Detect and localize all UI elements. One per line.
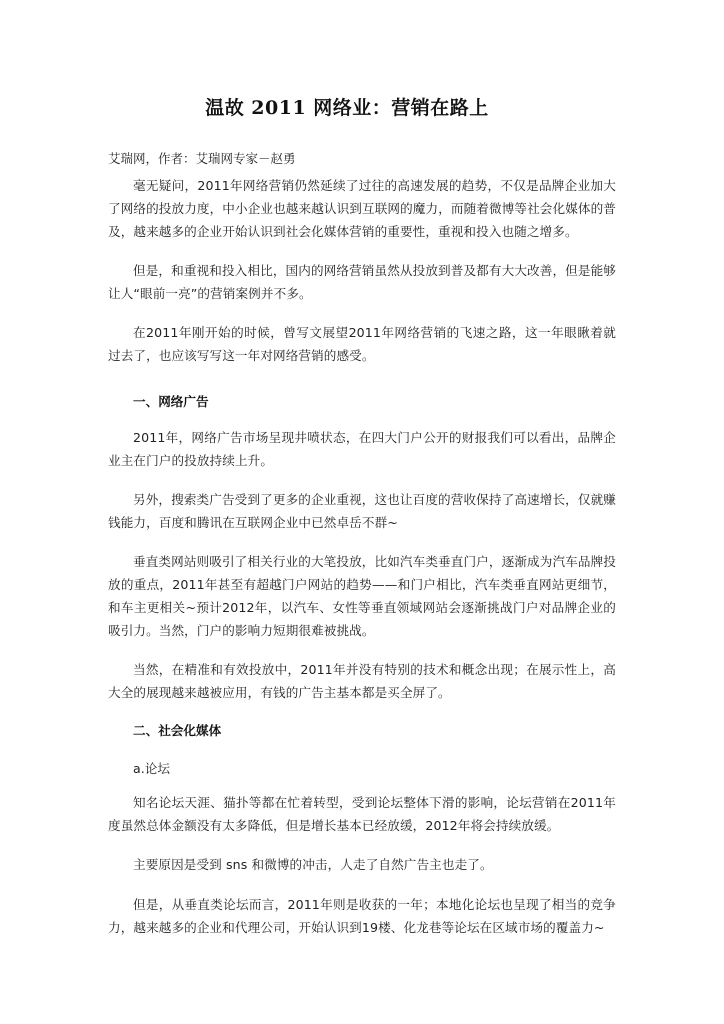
section-heading-online-ads: 一、网络广告 (133, 394, 209, 409)
paragraph-forums-1: 知名论坛天涯、猫扑等都在忙着转型，受到论坛整体下滑的影响，论坛营销在2011年度虽然总体金额没有太多降低，但是增长基本已经放缓，2012年将会持续放缓。 (108, 795, 616, 833)
paragraph-ads-4: 当然，在精准和有效投放中，2011年并没有特别的技术和概念出现；在展示性上，高大全的展现越来越被应用，有钱的广告主基本都是买全屏了。 (108, 662, 616, 700)
paragraph-ads-2: 另外，搜索类广告受到了更多的企业重视，这也让百度的营收保持了高速增长，仅就赚钱能力，百度和腾讯在互联网企业中已然卓岳不群~ (108, 492, 616, 530)
paragraph-intro-3: 在2011年刚开始的时候，曾写文展望2011年网络营销的飞速之路，这一年眼瞅着就过去了，也应该写写这一年对网络营销的感受。 (108, 325, 616, 363)
paragraph-ads-1: 2011年，网络广告市场呈现井喷状态，在四大门户公开的财报我们可以看出，品牌企业主在门户的投放持续上升。 (108, 430, 616, 468)
section-heading-social-media: 二、社会化媒体 (133, 723, 222, 738)
document-title: 温故 2011 网络业：营销在路上 (205, 97, 489, 119)
paragraph-intro-2: 但是，和重视和投入相比，国内的网络营销虽然从投放到普及都有大大改善，但是能够让人“眼前一亮”的营销案例并不多。 (108, 263, 616, 301)
paragraph-forums-2: 主要原因是受到 sns 和微博的冲击，人走了自然广告主也走了。 (133, 857, 493, 872)
paragraph-intro-1: 毫无疑问，2011年网络营销仍然延续了过往的高速发展的趋势，不仅是品牌企业加大了网络的投放力度，中小企业也越来越认识到互联网的魔力，而随着微博等社会化媒体的普及，越来越多的企业开始认识到社会化媒体营销的重要性，重视和投入也随之增多。 (108, 178, 616, 239)
byline: 艾瑞网，作者：艾瑞网专家－赵勇 (108, 151, 296, 166)
paragraph-ads-3: 垂直类网站则吸引了相关行业的大笔投放，比如汽车类垂直门户，逐渐成为汽车品牌投放的重点，2011年甚至有超越门户网站的趋势——和门户相比，汽车类垂直网站更细节，和车主更相关~预计2012年，以汽车、女性等垂直领域网站会逐渐挑战门户对品牌企业的吸引力。当然，门户的影响力短期很难被挑战。 (108, 554, 616, 638)
subsection-heading-forums: a.论坛 (133, 761, 170, 776)
paragraph-forums-3: 但是，从垂直类论坛而言，2011年则是收获的一年；本地化论坛也呈现了相当的竞争力，越来越多的企业和代理公司，开始认识到19楼、化龙巷等论坛在区域市场的覆盖力~ (108, 897, 616, 935)
